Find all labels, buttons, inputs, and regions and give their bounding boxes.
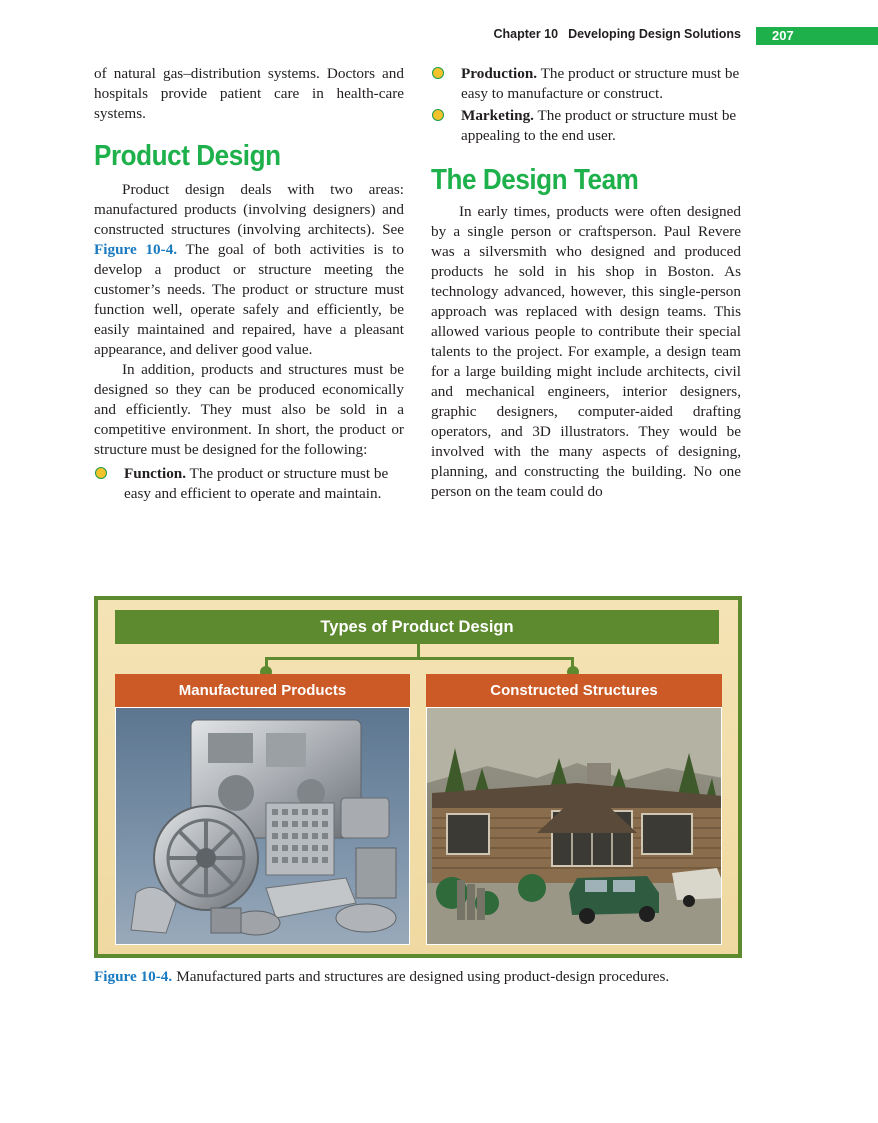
list-item-function [94, 464, 404, 504]
list-item-production [431, 64, 741, 104]
caption-text: Manufactured parts and structures are designed using product-design procedures. [176, 968, 670, 985]
heading-design-team: The Design Team [431, 164, 639, 196]
bullet-circle-icon [432, 109, 444, 121]
connector-stem [417, 644, 420, 658]
bullet-text: The product or structure must be easy to manufacture or construct. [461, 65, 740, 102]
figure-reference-link[interactable]: Figure 10-4. [94, 241, 178, 258]
intro-continued: of natural gas–distribution systems. Doctors and hospitals provide patient care in health-care systems. [94, 65, 404, 122]
panel-label-constructed: Constructed Structures [426, 674, 722, 707]
right-column [431, 64, 741, 502]
constructed-structure-photo [426, 707, 722, 945]
caption-figure-ref: Figure 10-4. [94, 968, 173, 985]
connector-bar [265, 657, 573, 660]
para-1-text-a: Product design deals with two areas: manufactured products (involving designers) and constructed structures (involving architects). See [94, 181, 404, 238]
left-column [94, 64, 404, 504]
figure-title: Types of Product Design [115, 610, 719, 644]
figure-10-4 [94, 596, 742, 958]
bullet-text: The product or structure must be appealing to the end user. [461, 107, 737, 144]
panel-label-manufactured: Manufactured Products [115, 674, 410, 707]
chapter-number: Chapter 10 [493, 27, 559, 41]
chapter-title: Developing Design Solutions [568, 27, 741, 41]
running-header [0, 27, 878, 45]
para-1-text-b: The goal of both activities is to develop a product or structure meeting the customer’s needs. The product or structure must function well, operate safely and efficiently, be easily maintained and repaired, have a pleasant appearance, and deliver good value. [94, 241, 404, 358]
product-design-para-2: In addition, products and structures must be designed so they can be produced economically and efficiently. They must also be sold in a competitive environment. In short, the product or structure must be designed for the following: [94, 361, 404, 458]
figure-caption [94, 967, 734, 987]
bullet-term: Function. [124, 465, 187, 482]
product-design-para-1 [94, 180, 404, 360]
list-item-marketing [431, 106, 741, 146]
page-number-box [756, 27, 878, 45]
manufactured-parts-photo [115, 707, 410, 945]
page-number: 207 [772, 28, 794, 43]
bullet-term: Marketing. [461, 107, 534, 124]
chapter-label [493, 27, 741, 41]
bullet-text: The product or structure must be easy and efficient to operate and maintain. [124, 465, 389, 502]
heading-product-design: Product Design [94, 140, 281, 172]
bullet-circle-icon [95, 467, 107, 479]
bullet-circle-icon [432, 67, 444, 79]
bullet-term: Production. [461, 65, 538, 82]
design-team-para: In early times, products were often designed by a single person or craftsperson. Paul Revere was a silversmith who designed and produced products he sold in his shop in Boston. As technology advanced, however, this single-person approach was replaced with design teams. This allowed various people to contribute their special talents to the project. For example, a design team for a large building might include architects, civil and mechanical engineers, interior designers, graphic designers, computer-aided drafting operators, and 3D illustrators. They would be involved with the many aspects of designing, planning, and constructing the building. No one person on the team could do [431, 203, 741, 500]
design-criteria-list-continued [431, 64, 741, 146]
design-criteria-list [94, 464, 404, 504]
